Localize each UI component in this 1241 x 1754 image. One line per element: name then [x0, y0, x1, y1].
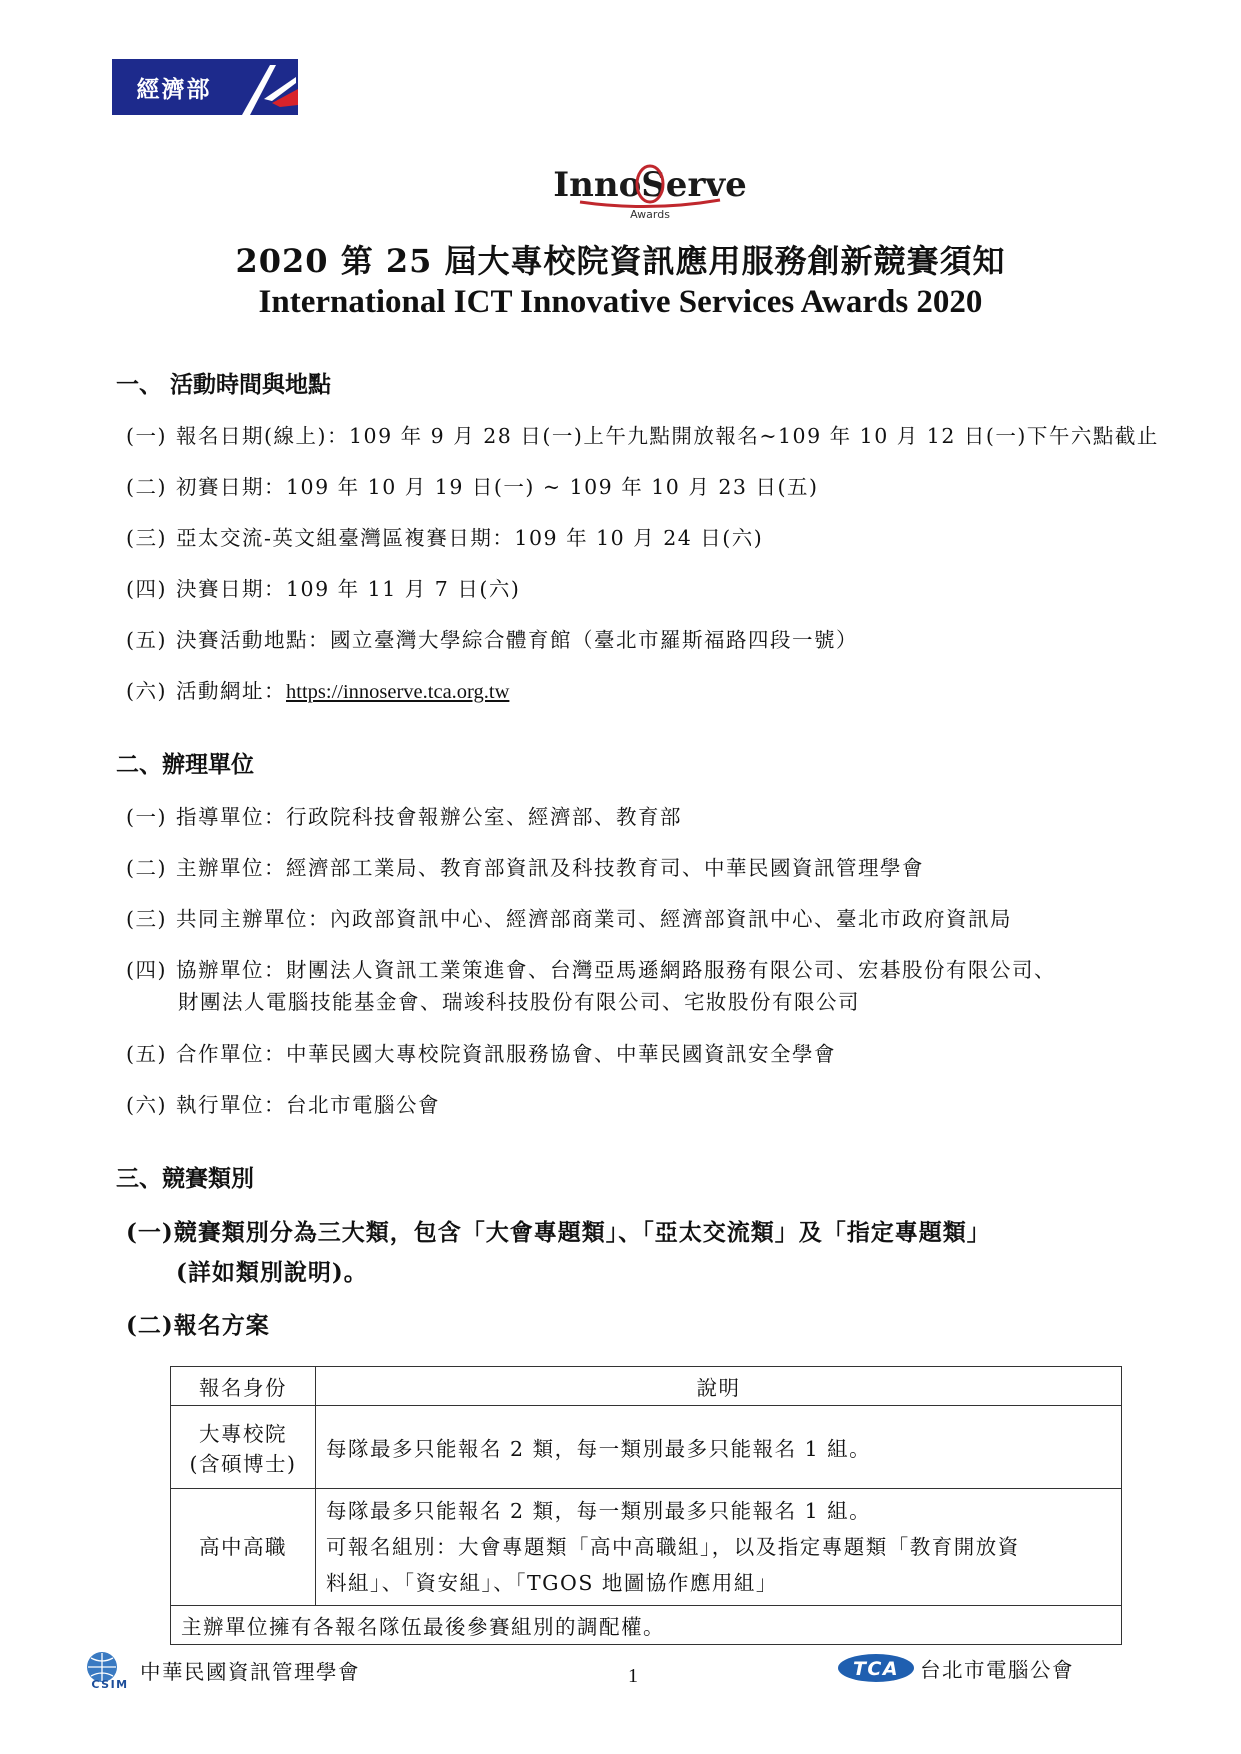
table-header-row: [171, 1367, 1122, 1406]
item-text: 亞太交流-英文組臺灣區複賽日期：109 年 10 月 24 日(六): [176, 526, 764, 550]
section1-item-2: [126, 470, 818, 500]
description-cell: [316, 1489, 1122, 1606]
sub-number: (二): [126, 1312, 174, 1339]
section2-item-3: [126, 902, 1012, 932]
item-text: 協辦單位：財團法人資訊工業策進會、台灣亞馬遜網路服務有限公司、宏碁股份有限公司、: [176, 958, 1056, 982]
section2-item-1: [126, 800, 682, 830]
item-text: 主辦單位：經濟部工業局、教育部資訊及科技教育司、中華民國資訊管理學會: [176, 856, 924, 880]
item-number: (六): [126, 679, 167, 703]
table-row: [171, 1406, 1122, 1489]
event-logo-text: InnoServe: [553, 165, 747, 205]
section2-heading: 二、辦理單位: [116, 751, 254, 778]
sub-text: 報名方案: [173, 1312, 270, 1339]
page-number: 1: [628, 1665, 638, 1687]
csim-globe-logo-icon: [80, 1650, 138, 1690]
item-text: 共同主辦單位：內政部資訊中心、經濟部商業司、經濟部資訊中心、臺北市政府資訊局: [176, 907, 1012, 931]
section3-sub1: [126, 1214, 991, 1286]
moea-logo-text: 經濟部: [112, 59, 236, 115]
identity-cell: [171, 1406, 316, 1489]
item-text: 決賽日期：109 年 11 月 7 日(六): [176, 577, 521, 601]
tca-logo-text: TCA: [852, 1658, 900, 1680]
tca-logo-icon: [836, 1652, 916, 1684]
event-logo-sub: Awards: [630, 208, 670, 221]
item-text: 決賽活動地點：國立臺灣大學綜合體育館（臺北市羅斯福路四段一號）: [176, 628, 858, 652]
description-line: 每隊最多只能報名 2 類，每一類別最多只能報名 1 組。: [326, 1437, 872, 1461]
description-line: 料組」、「資安組」、「TGOS 地圖協作應用組」: [326, 1571, 778, 1595]
section1-heading: 一、 活動時間與地點: [116, 371, 332, 398]
event-website-link[interactable]: https://innoserve.tca.org.tw: [286, 681, 510, 703]
section1-item-6: [126, 674, 509, 704]
registration-table: [170, 1366, 1122, 1645]
sub-text: 競賽類別分為三大類，包含「大會專題類」、「亞太交流類」及「指定專題類」: [173, 1219, 991, 1246]
item-number: (五): [126, 628, 167, 652]
table-row: [171, 1489, 1122, 1606]
section2-item-6: [126, 1088, 440, 1118]
moea-emblem-icon: [236, 59, 298, 115]
footer-right: [836, 1652, 1074, 1684]
section1-item-3: [126, 521, 763, 551]
item-number: (六): [126, 1093, 167, 1117]
item-number: (二): [126, 475, 167, 499]
item-text: 執行單位：台北市電腦公會: [176, 1093, 440, 1117]
item-number: (二): [126, 856, 167, 880]
section2-item-4: [126, 953, 1056, 1014]
item-text: 合作單位：中華民國大專校院資訊服務協會、中華民國資訊安全學會: [176, 1042, 836, 1066]
document-title-zh: 2020 第 25 屆大專校院資訊應用服務創新競賽須知: [235, 242, 1006, 280]
section1-item-4: [126, 572, 520, 602]
table-footer-row: [171, 1606, 1122, 1645]
section1-item-5: [126, 623, 858, 653]
identity-line: 大專校院: [199, 1422, 287, 1446]
moea-logo: [112, 59, 298, 115]
identity-line: 高中高職: [199, 1535, 287, 1559]
item-number: (三): [126, 526, 167, 550]
item-number: (一): [126, 424, 167, 448]
item-number: (四): [126, 958, 167, 982]
section2-item-5: [126, 1037, 836, 1067]
item-number: (一): [126, 805, 167, 829]
innoserve-awards-logo: [540, 160, 760, 222]
section1-item-1: [126, 419, 1159, 449]
footer-right-org: 台北市電腦公會: [920, 1658, 1074, 1682]
document-title-en: International ICT Innovative Services Awards 2020: [258, 284, 983, 320]
footer-left-org: 中華民國資訊管理學會: [140, 1660, 360, 1684]
table-header-description: 說明: [316, 1367, 1122, 1406]
csim-logo-text: CSIM: [91, 1678, 129, 1690]
section3-sub2: [126, 1307, 270, 1340]
item-number: (四): [126, 577, 167, 601]
section3-heading: 三、競賽類別: [116, 1165, 254, 1192]
sub-number: (一): [126, 1219, 174, 1246]
item-text-continued: 財團法人電腦技能基金會、瑞竣科技股份有限公司、宅妝股份有限公司: [178, 990, 860, 1014]
item-text: 活動網址：: [176, 679, 286, 703]
footer-left: [80, 1650, 360, 1690]
table-header-identity: 報名身份: [171, 1367, 316, 1406]
table-footer-note: 主辦單位擁有各報名隊伍最後參賽組別的調配權。: [171, 1606, 1122, 1645]
section2-item-2: [126, 851, 924, 881]
description-line: 每隊最多只能報名 2 類，每一類別最多只能報名 1 組。: [326, 1499, 872, 1523]
item-number: (三): [126, 907, 167, 931]
description-line: 可報名組別：大會專題類「高中高職組」，以及指定專題類「教育開放資: [326, 1535, 1020, 1559]
item-text: 初賽日期：109 年 10 月 19 日(一) ~ 109 年 10 月 23 日(五): [176, 475, 819, 499]
item-number: (五): [126, 1042, 167, 1066]
sub-text-continued: (詳如類別說明)。: [176, 1259, 368, 1286]
description-cell: [316, 1406, 1122, 1489]
item-text: 報名日期(線上)：109 年 9 月 28 日(一)上午九點開放報名~109 年 10 月 12 日(一)下午六點截止: [176, 424, 1159, 448]
identity-cell: [171, 1489, 316, 1606]
identity-line: (含碩博士): [189, 1452, 297, 1476]
item-text: 指導單位：行政院科技會報辦公室、經濟部、教育部: [176, 805, 682, 829]
